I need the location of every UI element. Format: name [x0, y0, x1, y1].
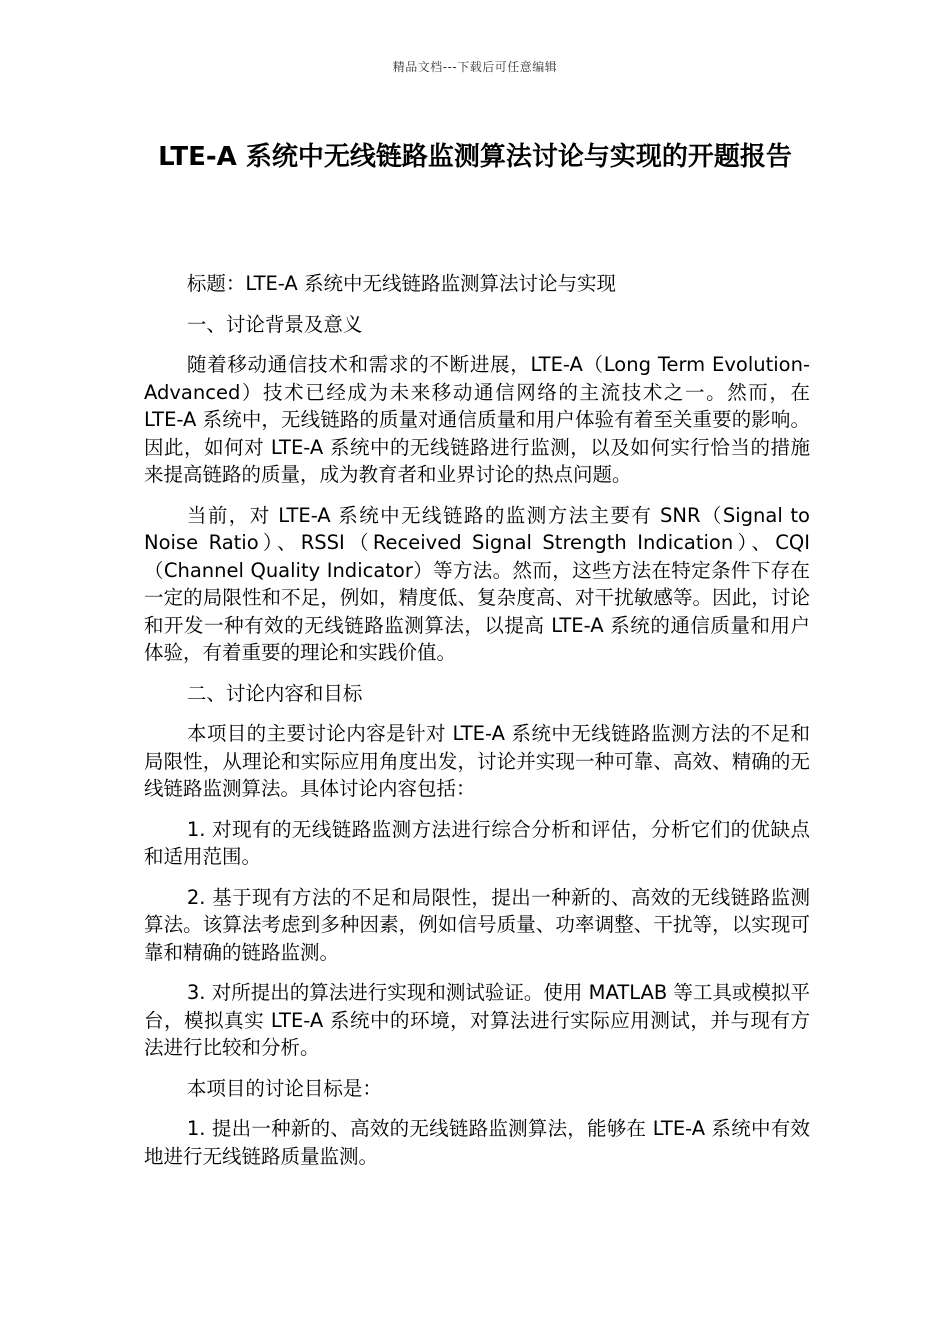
- section-heading-content: 二、讨论内容和目标: [186, 681, 363, 705]
- paragraph-background: 随着移动通信技术和需求的不断进展，LTE-A（Long Term Evolution-Advanced）技术已经成为未来移动通信网络的主流技术之一。然而，在 LTE-A 系统中，无线链路的质量对通信质量和用户体验有着至关重要的影响。因此，如何对 LTE-A 系统中的无线链路进行监测，以及如何实行恰当的措施来提高链路的质量，成为教育者和业界讨论的热点问题。: [144, 353, 810, 486]
- paragraph-content-intro: 本项目的主要讨论内容是针对 LTE-A 系统中无线链路监测方法的不足和局限性，从理论和实际应用角度出发，讨论并实现一种可靠、高效、精确的无线链路监测算法。具体讨论内容包括：: [144, 722, 810, 800]
- header-note: 精品文档---下载后可任意编辑: [392, 60, 558, 74]
- paragraph-subject: 标题：LTE-A 系统中无线链路监测算法讨论与实现: [186, 272, 616, 295]
- list-item-content-1: 1. 对现有的无线链路监测方法进行综合分析和评估，分析它们的优缺点和适用范围。: [144, 817, 810, 868]
- list-item-goal-1: 1. 提出一种新的、高效的无线链路监测算法，能够在 LTE-A 系统中有效地进行无线链路质量监测。: [144, 1117, 810, 1168]
- section-heading-background: 一、讨论背景及意义: [186, 312, 363, 336]
- paragraph-goals-intro: 本项目的讨论目标是：: [186, 1076, 382, 1100]
- document-body: [144, 270, 810, 1183]
- list-item-content-2: 2. 基于现有方法的不足和局限性，提出一种新的、高效的无线链路监测算法。该算法考虑到多种因素，例如信号质量、功率调整、干扰等，以实现可靠和精确的链路监测。: [144, 885, 810, 964]
- list-item-content-3: 3. 对所提出的算法进行实现和测试验证。使用 MATLAB 等工具或模拟平台，模拟真实 LTE-A 系统中的环境，对算法进行实际应用测试，并与现有方法进行比较和分析。: [144, 981, 810, 1059]
- paragraph-current-methods: 当前，对 LTE-A 系统中无线链路的监测方法主要有 SNR（Signal to Noise Ratio）、RSSI（Received Signal Strength Indication）、CQI（Channel Quality Indicator）等方法。然而，这些方法在特定条件下存在一定的局限性和不足，例如，精度低、复杂度高、对干扰敏感等。因此，讨论和开发一种有效的无线链路监测算法，以提高 LTE-A 系统的通信质量和用户体验，有着重要的理论和实践价值。: [144, 503, 810, 664]
- document-title: LTE-A 系统中无线链路监测算法讨论与实现的开题报告: [158, 142, 792, 172]
